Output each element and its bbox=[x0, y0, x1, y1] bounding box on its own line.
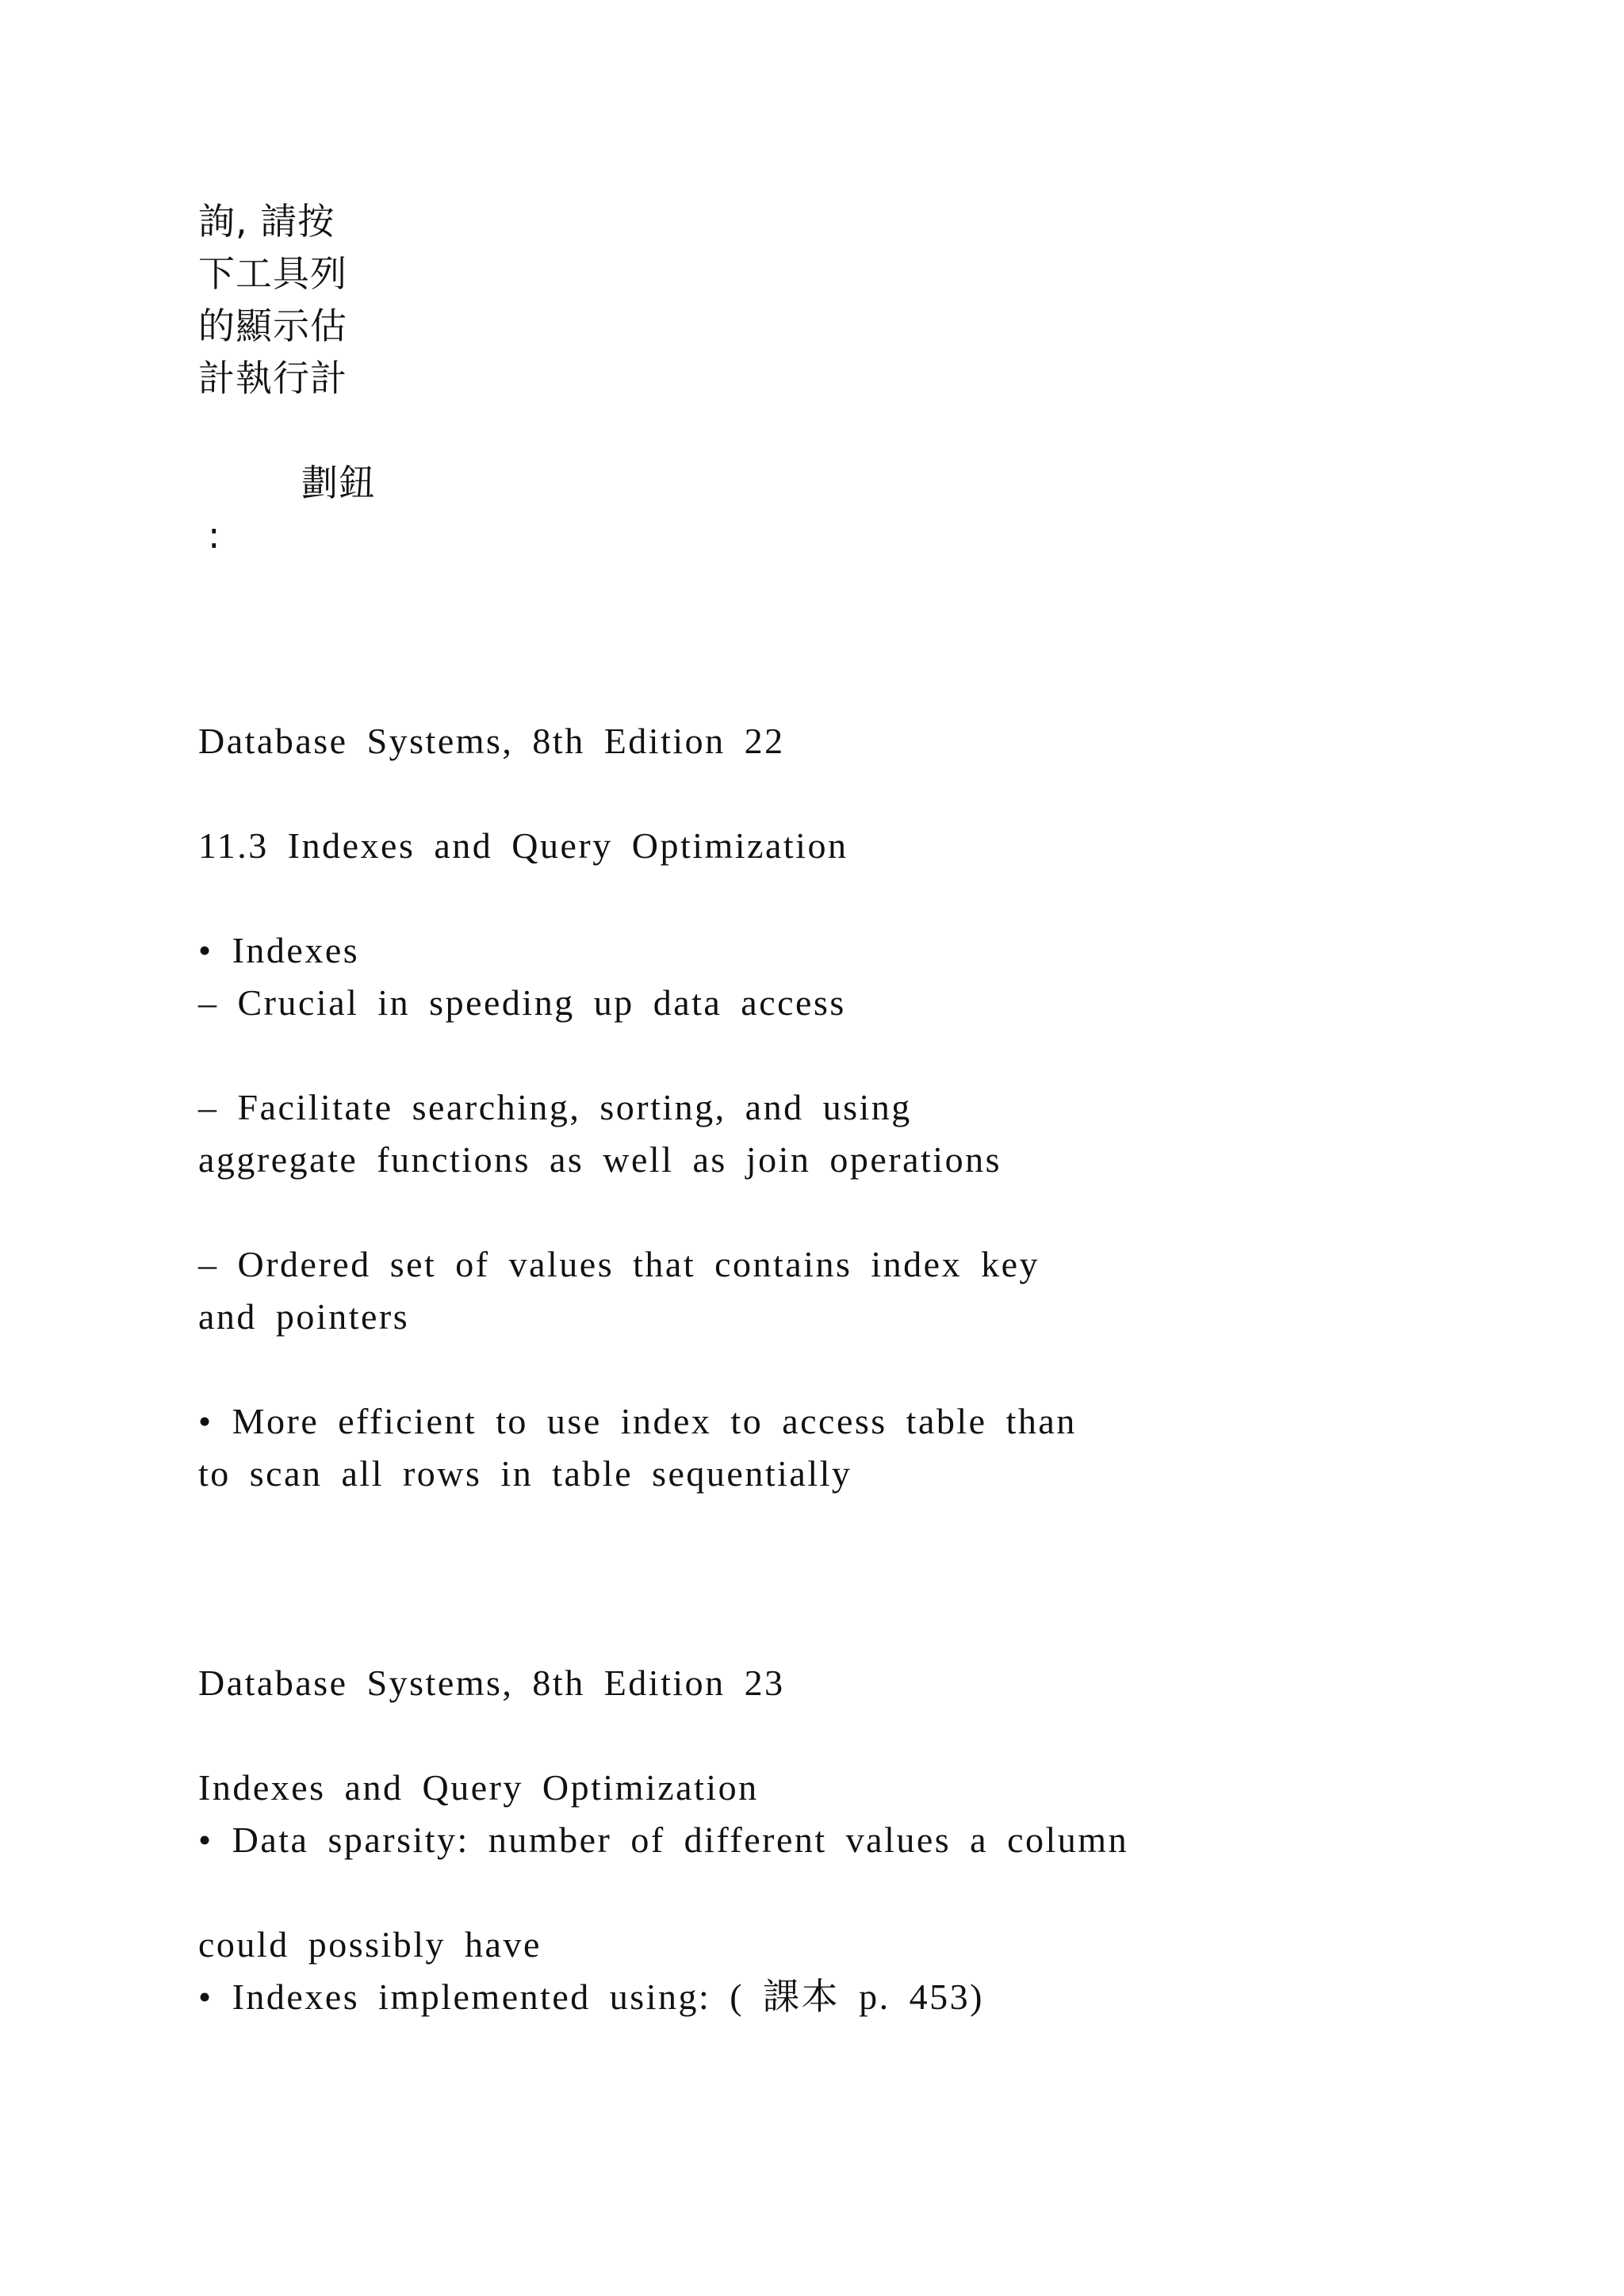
fragment-line: 的顯示估 bbox=[198, 304, 347, 347]
fragment-line: 計執行計 bbox=[198, 357, 347, 400]
section-heading: Indexes and Query Optimization bbox=[198, 1767, 759, 1808]
sub-bullet-item: – Facilitate searching, sorting, and using bbox=[198, 1087, 912, 1127]
bullet-item: • Data sparsity: number of different values a column bbox=[198, 1820, 1129, 1860]
fragment-line: 詢, 請按 bbox=[198, 200, 335, 243]
fragment-line: 下工具列 bbox=[198, 252, 347, 295]
section-heading: 11.3 Indexes and Query Optimization bbox=[198, 825, 848, 866]
sub-bullet-item: – Crucial in speeding up data access bbox=[198, 982, 846, 1023]
slide-footer: Database Systems, 8th Edition 23 bbox=[198, 1663, 785, 1703]
fragment-colon: : bbox=[208, 514, 221, 557]
bullet-item: • Indexes implemented using: ( 課本 p. 453) bbox=[198, 1976, 984, 2017]
bullet-item: • More efficient to use index to access table than bbox=[198, 1401, 1077, 1441]
sub-bullet-item: – Ordered set of values that contains index key bbox=[198, 1244, 1040, 1284]
slide-footer: Database Systems, 8th Edition 22 bbox=[198, 721, 785, 761]
sub-bullet-continuation: and pointers bbox=[198, 1296, 410, 1337]
fragment-indented: 劃鈕 bbox=[301, 461, 376, 504]
bullet-item: • Indexes bbox=[198, 930, 360, 970]
sub-bullet-continuation: aggregate functions as well as join operations bbox=[198, 1139, 1002, 1180]
bullet-continuation: could possibly have bbox=[198, 1924, 542, 1965]
bullet-continuation: to scan all rows in table sequentially bbox=[198, 1453, 852, 1494]
